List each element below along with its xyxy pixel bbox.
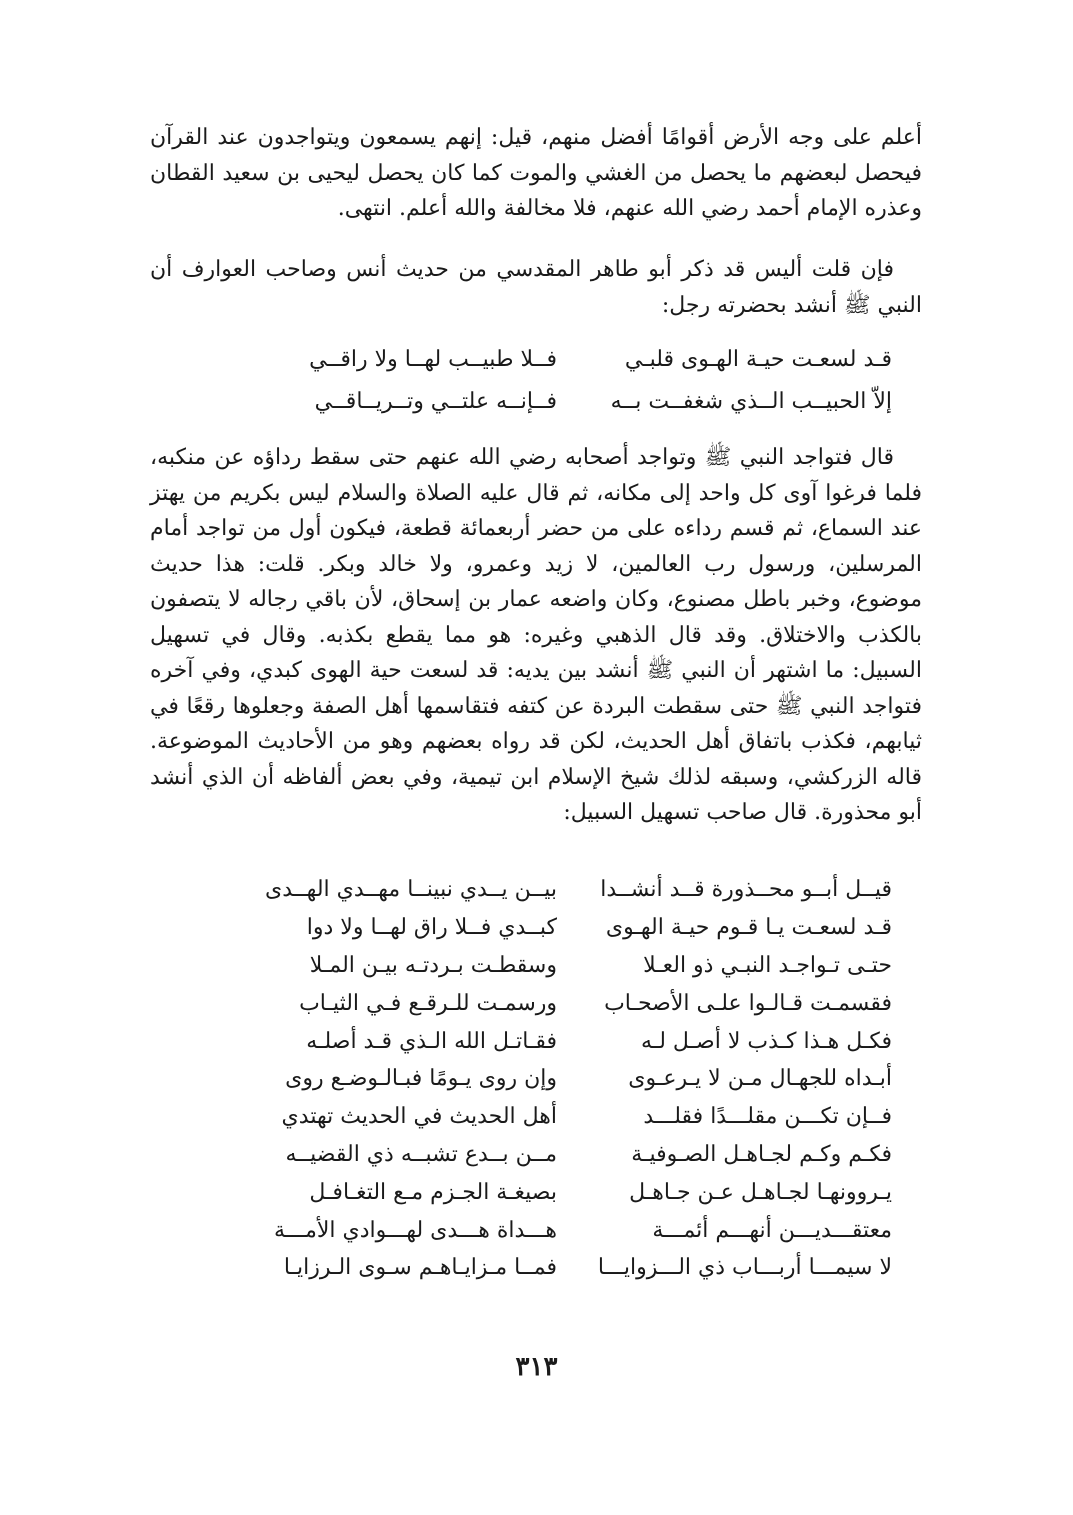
- verse-first-hemistich: فكـل هـذا كـذب لا أصـل لـه: [640, 1028, 892, 1054]
- verse-second-hemistich: وسقطـت بـردتـه بيـن المـلا: [309, 952, 557, 978]
- verse-first-hemistich: إلاّ الحبيــب الــذي شغفــت بــه: [610, 388, 892, 414]
- verse-line: [150, 1022, 922, 1060]
- verse-first-hemistich: فكـم وكـم لجـاهـل الصـوفيـة: [631, 1141, 892, 1167]
- verse-second-hemistich: مــن بــدع تشبــه ذي القضيــه: [285, 1141, 557, 1167]
- verse-line: [150, 1098, 922, 1136]
- verse-second-hemistich: كبــدي فــلا راق لهــا ولا دوا: [306, 915, 557, 941]
- verse-second-hemistich: هـــداة هـــدى لهـــوادي الأمـــة: [273, 1217, 557, 1243]
- poem-1: [150, 338, 922, 422]
- verse-first-hemistich: معتقـــديـــن أنهـــم أئمـــة: [652, 1217, 892, 1243]
- verse-line: [150, 338, 922, 380]
- verse-second-hemistich: فــلا طبيــب لهــا ولا راقــي: [309, 346, 557, 372]
- verse-line: [150, 380, 922, 422]
- verse-second-hemistich: أهل الحديث في الحديث تهتدي: [281, 1104, 557, 1130]
- verse-line: [150, 1173, 922, 1211]
- verse-line: [150, 1249, 922, 1287]
- verse-first-hemistich: لا سيمـــا أربـــاب ذي الـــزوايـــا: [597, 1255, 892, 1281]
- verse-first-hemistich: فقسمـت قـالـوا علـى الأصحـاب: [604, 990, 892, 1016]
- verse-line: [150, 1211, 922, 1249]
- poem-2: [150, 871, 922, 1287]
- verse-line: [150, 1136, 922, 1174]
- verse-second-hemistich: وإن روى يـومًا فبـالـوضـع روى: [285, 1066, 557, 1092]
- verse-second-hemistich: ورسمـت للـرقـع فـي الثيـاب: [299, 990, 557, 1016]
- verse-first-hemistich: حتـى تـواجـد النبـي ذو العـلا: [643, 952, 892, 978]
- verse-second-hemistich: فمــا مـزايـاهـم سـوى الـرزايـا: [283, 1255, 557, 1281]
- verse-second-hemistich: بصيغـة الجـزم مـع التغـافـل: [309, 1179, 557, 1205]
- verse-first-hemistich: قيــل أبــو محــذورة قــد أنشــدا: [600, 877, 892, 903]
- verse-line: [150, 1060, 922, 1098]
- verse-line: [150, 984, 922, 1022]
- verse-first-hemistich: قـد لسعـت يـا قـوم حيـة الهـوى: [605, 915, 892, 941]
- verse-first-hemistich: يـروونهـا لجـاهـل عـن جـاهـل: [629, 1179, 892, 1205]
- verse-line: [150, 947, 922, 985]
- paragraph-2: فإن قلت أليس قد ذكر أبو طاهر المقدسي من حديث أنس وصاحب العوارف أن النبي ﷺ أنشد بحضرته رجل:: [150, 257, 922, 318]
- verse-second-hemistich: فقـاتـل الله الـذي قـد أصلـه: [306, 1028, 557, 1054]
- verse-first-hemistich: فــإن تكـــن مقلـــدًا فقلـــد: [643, 1104, 892, 1130]
- verse-line: [150, 909, 922, 947]
- verse-second-hemistich: بيــن يــدي نبينــا مهــدي الهــدى: [265, 877, 557, 903]
- paragraph-3: قال فتواجد النبي ﷺ وتواجد أصحابه رضي الله عنهم حتى سقط رداؤه عن منكبه، فلما فرغوا آوى كل واحد إلى مكانه، ثم قال عليه الصلاة والسلام ليس بكريم من يهتز عند السماع، ثم قسم رداءه على من حضر أربعمائة قطعة، فيكون أول من تواجد أمام المرسلين، ورسول رب العالمين، لا زيد وعمرو، ولا خالد وبكر. قلت: هذا حديث موضوع، وخبر باطل مصنوع، وكان واضعه عمار بن إسحاق، لأن باقي رجاله لا يتصفون بالكذب والاختلاق. وقد قال الذهبي وغيره: هو مما يقطع بكذبه. وقال في تسهيل السبيل: ما اشتهر أن النبي ﷺ أنشد بين يديه: قد لسعت حية الهوى كبدي، وفي آخره فتواجد النبي ﷺ حتى سقطت البردة عن كتفه فتقاسمها أهل الصفة وجعلوها رقعًا في ثيابهم، فكذب باتفاق أهل الحديث، لكن قد رواه بعضهم وهو من الأحاديث الموضوعة. قاله الزركشي، وسبقه لذلك شيخ الإسلام ابن تيمية، وفي بعض ألفاظه أن الذي أنشد أبو محذورة. قال صاحب تسهيل السبيل:: [150, 445, 922, 825]
- paragraph-1: أعلم على وجه الأرض أقوامًا أفضل منهم، قيل: إنهم يسمعون ويتواجدون عند القرآن فيحصل لبعضهم ما يحصل من الغشي والموت كما كان يحصل ليحيى بن سعيد القطان وعذره الإمام أحمد رضي الله عنهم، فلا مخالفة والله أعلم. انتهى.: [150, 125, 922, 221]
- verse-line: [150, 871, 922, 909]
- verse-first-hemistich: قـد لسعـت حيـة الهـوى قلبـي: [624, 346, 892, 372]
- verse-first-hemistich: أبـداه للجهـال مـن لا يـرعـوى: [628, 1066, 892, 1092]
- verse-second-hemistich: فــإنــه علتــي وتــريــاقــي: [314, 388, 557, 414]
- page-number: ٣١٣: [515, 1352, 558, 1382]
